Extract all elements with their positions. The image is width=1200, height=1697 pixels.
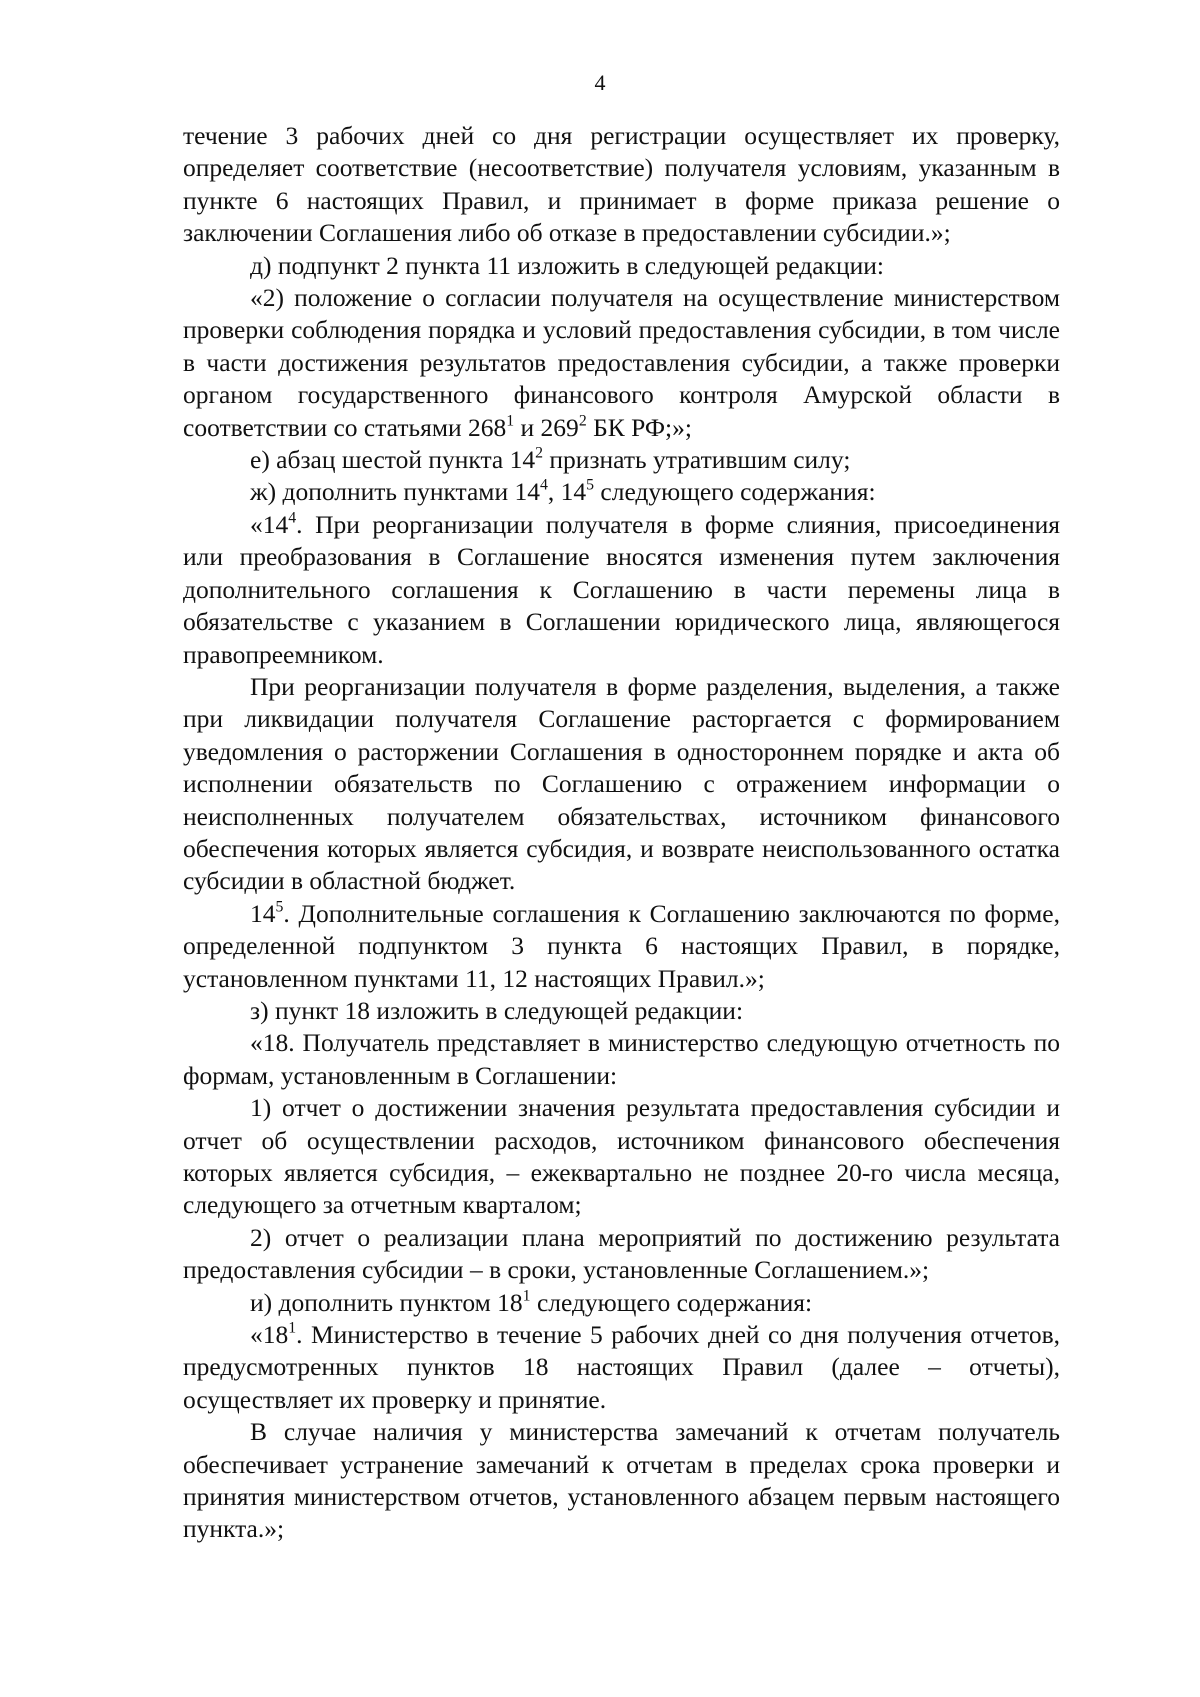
text-segment: следующего содержания:: [530, 1287, 813, 1317]
text-segment: следующего содержания:: [594, 477, 876, 507]
superscript: 2: [578, 412, 587, 430]
paragraph: [183, 1222, 1060, 1287]
text-segment: «14: [250, 509, 289, 539]
paragraph: [183, 671, 1060, 898]
text-segment: течение 3 рабочих дней со дня регистрации осуществляет их проверку, определяет соответствие (несоответствие) получателя условиям, указанным в пункте 6 настоящих Правил, и принимает в форме приказа решение о заключении Соглашения либо об отказе в предоставлении субсидии.»;: [183, 121, 1060, 248]
text-segment: . Министерство в течение 5 рабочих дней со дня получения отчетов, предусмотренных пунктов 18 настоящих Правил (далее – отчеты), осуществляет их проверку и принятие.: [183, 1320, 1060, 1414]
text-segment: ж) дополнить пунктами 14: [250, 477, 540, 507]
text-segment: . При реорганизации получателя в форме слияния, присоединения или преобразования в Соглашение вносятся изменения путем заключения дополнительного соглашения к Соглашению в части перемены лица в обязательстве с указанием в Соглашении юридического лица, являющегося правопреемником.: [183, 509, 1060, 669]
text-segment: При реорганизации получателя в форме разделения, выделения, а также при ликвидации получателя Соглашение расторгается с формированием уведомления о расторжении Соглашения в одностороннем порядке и акта об исполнении обязательств по Соглашению с отражением информации о неисполненных получателем обязательствах, источником финансового обеспечения которых является субсидия, и возврате неиспользованного остатка субсидии в областной бюджет.: [183, 671, 1060, 896]
text-segment: 2) отчет о реализации плана мероприятий по достижению результата предоставления субсидии – в сроки, установленные Соглашением.»;: [183, 1222, 1060, 1285]
text-segment: и 269: [514, 412, 579, 442]
paragraph: [183, 1092, 1060, 1222]
text-segment: «18: [250, 1320, 289, 1350]
page-number: 4: [594, 70, 606, 95]
paragraph: [183, 509, 1060, 671]
text-segment: д) подпункт 2 пункта 11 изложить в следующей редакции:: [250, 250, 884, 280]
superscript: 5: [275, 898, 284, 916]
paragraph: [183, 250, 1060, 282]
document-body: [183, 120, 1060, 1546]
text-segment: з) пункт 18 изложить в следующей редакции:: [250, 995, 744, 1025]
text-segment: . Дополнительные соглашения к Соглашению заключаются по форме, определенной подпунктом 3 пункта 6 настоящих Правил, в порядке, установленном пунктами 11, 12 настоящих Правил.»;: [183, 898, 1060, 993]
text-segment: «2) положение о согласии получателя на осуществление министерством проверки соблюдения порядка и условий предоставления субсидии, в том числе в части достижения результатов предоставления субсидии, а также проверки органом государственного финансового контроля Амурской области в соответствии со статьями 268: [183, 283, 1060, 442]
text-segment: , 14: [547, 477, 587, 507]
text-segment: В случае наличия у министерства замечаний к отчетам получатель обеспечивает устранение замечаний к отчетам в пределах срока проверки и принятия министерством отчетов, установленного абзацем первым настоящего пункта.»;: [183, 1417, 1060, 1544]
text-segment: е) абзац шестой пункта 14: [250, 445, 536, 475]
paragraph: [183, 476, 1060, 508]
paragraph: [183, 1027, 1060, 1092]
text-segment: признать утратившим силу;: [543, 445, 851, 475]
superscript: 4: [288, 509, 297, 527]
superscript: 4: [539, 477, 548, 495]
paragraph: [183, 444, 1060, 476]
text-segment: «18. Получатель представляет в министерство следующую отчетность по формам, установленным в Соглашении:: [183, 1028, 1060, 1090]
paragraph: [183, 1416, 1060, 1546]
text-segment: БК РФ;»;: [586, 412, 692, 442]
text-segment: и) дополнить пунктом 18: [250, 1287, 523, 1317]
superscript: 1: [522, 1287, 531, 1305]
superscript: 5: [586, 477, 595, 495]
paragraph: [183, 1287, 1060, 1319]
text-segment: 14: [250, 898, 276, 928]
paragraph: [183, 995, 1060, 1027]
superscript: 1: [288, 1319, 297, 1337]
paragraph: [183, 120, 1060, 250]
superscript: 1: [506, 412, 515, 430]
paragraph: [183, 898, 1060, 995]
paragraph: [183, 282, 1060, 444]
superscript: 2: [535, 444, 544, 462]
text-segment: 1) отчет о достижении значения результата предоставления субсидии и отчет об осуществлении расходов, источником финансового обеспечения которых является субсидия, – ежеквартально не позднее 20-го числа месяца, следующего за отчетным кварталом;: [183, 1093, 1060, 1220]
paragraph: [183, 1319, 1060, 1416]
